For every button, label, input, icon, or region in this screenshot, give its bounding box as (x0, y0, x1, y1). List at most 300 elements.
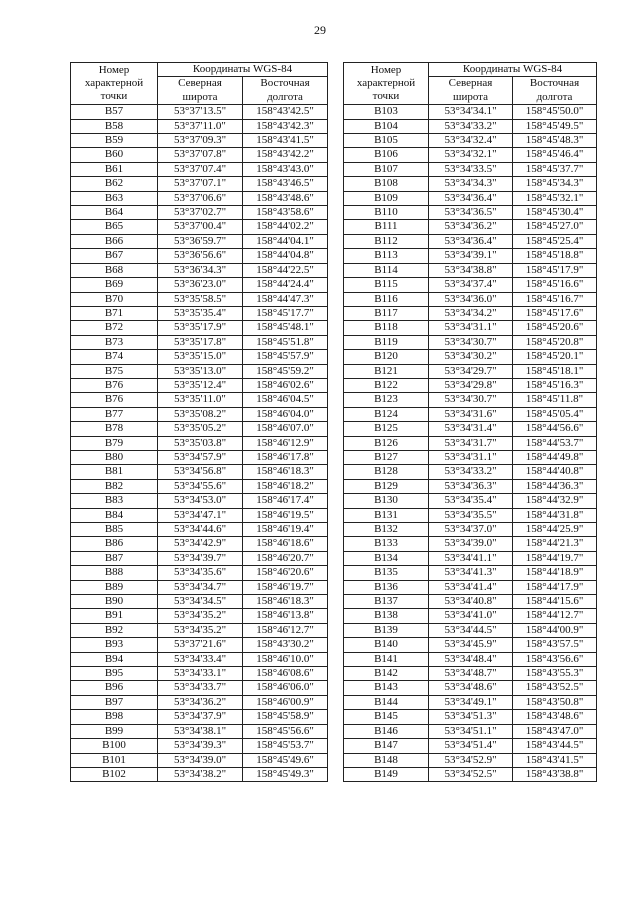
point-number-cell: B81 (71, 465, 158, 479)
table-row (344, 566, 597, 580)
point-number-cell: B82 (71, 479, 158, 493)
latitude-cell: 53°37'07.4" (158, 162, 243, 176)
latitude-cell: 53°34'34.1" (429, 105, 513, 119)
table-row (71, 393, 328, 407)
longitude-cell: 158°43'46.5" (243, 177, 328, 191)
table-row (344, 623, 597, 637)
longitude-cell: 158°44'24.4" (243, 278, 328, 292)
latitude-cell: 53°34'33.2" (429, 465, 513, 479)
latitude-cell: 53°37'07.1" (158, 177, 243, 191)
latitude-cell: 53°34'35.6" (158, 566, 243, 580)
table-row (71, 551, 328, 565)
longitude-cell: 158°46'04.5" (243, 393, 328, 407)
point-number-cell: B133 (344, 537, 429, 551)
header-lat-line-2: широта (182, 90, 218, 103)
point-number-cell: B134 (344, 551, 429, 565)
table-row (344, 234, 597, 248)
latitude-cell: 53°34'33.5" (429, 162, 513, 176)
latitude-cell: 53°34'44.5" (429, 623, 513, 637)
longitude-cell: 158°45'51.8" (243, 335, 328, 349)
table-row (344, 652, 597, 666)
header-coordinates: Координаты WGS-84 (429, 63, 597, 77)
latitude-cell: 53°34'56.8" (158, 465, 243, 479)
table-row (71, 407, 328, 421)
longitude-cell: 158°46'12.9" (243, 436, 328, 450)
point-number-cell: B113 (344, 249, 429, 263)
table-row (71, 177, 328, 191)
latitude-cell: 53°37'00.4" (158, 220, 243, 234)
point-number-cell: B148 (344, 753, 429, 767)
longitude-cell: 158°44'21.3" (513, 537, 597, 551)
table-row (344, 537, 597, 551)
table-row (344, 407, 597, 421)
latitude-cell: 53°36'23.0" (158, 278, 243, 292)
point-number-cell: B146 (344, 724, 429, 738)
point-number-cell: B101 (71, 753, 158, 767)
longitude-cell: 158°45'46.4" (513, 148, 597, 162)
table-row (344, 695, 597, 709)
longitude-cell: 158°44'04.1" (243, 234, 328, 248)
point-number-cell: B136 (344, 580, 429, 594)
longitude-cell: 158°44'32.9" (513, 494, 597, 508)
latitude-cell: 53°35'11.0" (158, 393, 243, 407)
point-number-cell: B147 (344, 739, 429, 753)
point-number-cell: B91 (71, 609, 158, 623)
header-point-line-2: характерной (84, 76, 144, 89)
longitude-cell: 158°46'17.4" (243, 494, 328, 508)
header-point-number (71, 63, 158, 105)
latitude-cell: 53°34'33.7" (158, 681, 243, 695)
latitude-cell: 53°34'36.3" (429, 479, 513, 493)
latitude-cell: 53°37'02.7" (158, 206, 243, 220)
latitude-cell: 53°34'51.4" (429, 739, 513, 753)
longitude-cell: 158°43'43.0" (243, 162, 328, 176)
latitude-cell: 53°34'41.0" (429, 609, 513, 623)
latitude-cell: 53°35'17.9" (158, 321, 243, 335)
longitude-cell: 158°43'44.5" (513, 739, 597, 753)
longitude-cell: 158°46'18.3" (243, 465, 328, 479)
longitude-cell: 158°45'56.6" (243, 724, 328, 738)
point-number-cell: B141 (344, 652, 429, 666)
table-row (344, 378, 597, 392)
table-row (71, 278, 328, 292)
point-number-cell: B70 (71, 292, 158, 306)
table-row (344, 724, 597, 738)
longitude-cell: 158°44'31.8" (513, 508, 597, 522)
table-row (71, 508, 328, 522)
table-row (344, 551, 597, 565)
table-row (344, 667, 597, 681)
table-row (344, 278, 597, 292)
header-lon-line-1: Восточная (260, 77, 310, 90)
longitude-cell: 158°44'49.8" (513, 450, 597, 464)
longitude-cell: 158°45'34.3" (513, 177, 597, 191)
coordinates-table-left (70, 62, 328, 782)
longitude-cell: 158°46'10.0" (243, 652, 328, 666)
longitude-cell: 158°45'25.4" (513, 234, 597, 248)
latitude-cell: 53°36'34.3" (158, 263, 243, 277)
table-row (344, 263, 597, 277)
latitude-cell: 53°34'36.4" (429, 234, 513, 248)
latitude-cell: 53°34'41.1" (429, 551, 513, 565)
longitude-cell: 158°44'22.5" (243, 263, 328, 277)
point-number-cell: B104 (344, 119, 429, 133)
latitude-cell: 53°34'33.4" (158, 652, 243, 666)
point-number-cell: B120 (344, 350, 429, 364)
table-row (344, 681, 597, 695)
longitude-cell: 158°43'57.5" (513, 638, 597, 652)
point-number-cell: B110 (344, 206, 429, 220)
latitude-cell: 53°34'32.1" (429, 148, 513, 162)
latitude-cell: 53°35'13.0" (158, 364, 243, 378)
longitude-cell: 158°46'18.2" (243, 479, 328, 493)
point-number-cell: B105 (344, 134, 429, 148)
longitude-cell: 158°45'05.4" (513, 407, 597, 421)
longitude-cell: 158°46'18.6" (243, 537, 328, 551)
table-row (344, 134, 597, 148)
latitude-cell: 53°34'31.7" (429, 436, 513, 450)
longitude-cell: 158°45'49.6" (243, 753, 328, 767)
latitude-cell: 53°34'30.7" (429, 393, 513, 407)
longitude-cell: 158°43'47.0" (513, 724, 597, 738)
table-row (71, 494, 328, 508)
longitude-cell: 158°45'17.6" (513, 306, 597, 320)
table-row (71, 148, 328, 162)
table-row (344, 321, 597, 335)
longitude-cell: 158°46'19.4" (243, 523, 328, 537)
table-row (344, 191, 597, 205)
point-number-cell: B86 (71, 537, 158, 551)
latitude-cell: 53°34'37.9" (158, 710, 243, 724)
point-number-cell: B128 (344, 465, 429, 479)
point-number-cell: B69 (71, 278, 158, 292)
latitude-cell: 53°34'48.6" (429, 681, 513, 695)
table-row (71, 105, 328, 119)
point-number-cell: B79 (71, 436, 158, 450)
longitude-cell: 158°44'12.7" (513, 609, 597, 623)
longitude-cell: 158°46'06.0" (243, 681, 328, 695)
latitude-cell: 53°34'30.7" (429, 335, 513, 349)
point-number-cell: B122 (344, 378, 429, 392)
longitude-cell: 158°44'25.9" (513, 523, 597, 537)
table-row (344, 450, 597, 464)
point-number-cell: B84 (71, 508, 158, 522)
table-row (71, 667, 328, 681)
point-number-cell: B114 (344, 263, 429, 277)
latitude-cell: 53°34'32.4" (429, 134, 513, 148)
point-number-cell: B103 (344, 105, 429, 119)
table-row (71, 739, 328, 753)
latitude-cell: 53°37'11.0" (158, 119, 243, 133)
latitude-cell: 53°36'56.6" (158, 249, 243, 263)
table-row (71, 465, 328, 479)
point-number-cell: B85 (71, 523, 158, 537)
point-number-cell: B127 (344, 450, 429, 464)
point-number-cell: B87 (71, 551, 158, 565)
point-number-cell: B118 (344, 321, 429, 335)
table-row (344, 494, 597, 508)
table-row (344, 739, 597, 753)
table-row (71, 681, 328, 695)
header-lat-line-2: широта (452, 90, 489, 103)
longitude-cell: 158°45'49.3" (243, 767, 328, 781)
header-point-line-1: Номер (370, 63, 402, 76)
table-row (71, 134, 328, 148)
point-number-cell: B132 (344, 523, 429, 537)
longitude-cell: 158°46'12.7" (243, 623, 328, 637)
latitude-cell: 53°35'08.2" (158, 407, 243, 421)
point-number-cell: B72 (71, 321, 158, 335)
latitude-cell: 53°34'49.1" (429, 695, 513, 709)
point-number-cell: B138 (344, 609, 429, 623)
longitude-cell: 158°45'37.7" (513, 162, 597, 176)
point-number-cell: B117 (344, 306, 429, 320)
table-body-right (344, 105, 597, 782)
table-row (344, 350, 597, 364)
longitude-cell: 158°45'53.7" (243, 739, 328, 753)
table-row (344, 306, 597, 320)
latitude-cell: 53°35'15.0" (158, 350, 243, 364)
table-row (71, 580, 328, 594)
latitude-cell: 53°37'13.5" (158, 105, 243, 119)
longitude-cell: 158°44'15.6" (513, 595, 597, 609)
latitude-cell: 53°34'34.7" (158, 580, 243, 594)
point-number-cell: B58 (71, 119, 158, 133)
table-row (71, 191, 328, 205)
point-number-cell: B65 (71, 220, 158, 234)
latitude-cell: 53°36'59.7" (158, 234, 243, 248)
longitude-cell: 158°46'19.5" (243, 508, 328, 522)
latitude-cell: 53°34'44.6" (158, 523, 243, 537)
longitude-cell: 158°46'18.3" (243, 595, 328, 609)
table-row (71, 450, 328, 464)
latitude-cell: 53°34'35.4" (429, 494, 513, 508)
longitude-cell: 158°44'47.3" (243, 292, 328, 306)
latitude-cell: 53°34'41.4" (429, 580, 513, 594)
point-number-cell: B83 (71, 494, 158, 508)
table-row (344, 479, 597, 493)
latitude-cell: 53°34'53.0" (158, 494, 243, 508)
latitude-cell: 53°35'05.2" (158, 422, 243, 436)
table-row (71, 350, 328, 364)
table-row (71, 595, 328, 609)
longitude-cell: 158°46'04.0" (243, 407, 328, 421)
point-number-cell: B124 (344, 407, 429, 421)
point-number-cell: B119 (344, 335, 429, 349)
latitude-cell: 53°34'38.1" (158, 724, 243, 738)
latitude-cell: 53°34'36.2" (429, 220, 513, 234)
point-number-cell: B123 (344, 393, 429, 407)
point-number-cell: B60 (71, 148, 158, 162)
table-row (344, 148, 597, 162)
table-body-left (71, 105, 328, 782)
table-row (71, 695, 328, 709)
point-number-cell: B100 (71, 739, 158, 753)
longitude-cell: 158°43'52.5" (513, 681, 597, 695)
latitude-cell: 53°34'52.5" (429, 767, 513, 781)
longitude-cell: 158°46'02.6" (243, 378, 328, 392)
longitude-cell: 158°43'42.3" (243, 119, 328, 133)
table-row (71, 119, 328, 133)
latitude-cell: 53°37'06.6" (158, 191, 243, 205)
table-row (71, 652, 328, 666)
point-number-cell: B142 (344, 667, 429, 681)
table-row (344, 638, 597, 652)
longitude-cell: 158°45'20.8" (513, 335, 597, 349)
point-number-cell: B126 (344, 436, 429, 450)
longitude-cell: 158°45'17.9" (513, 263, 597, 277)
table-row (344, 335, 597, 349)
table-row (71, 523, 328, 537)
latitude-cell: 53°34'30.2" (429, 350, 513, 364)
longitude-cell: 158°44'00.9" (513, 623, 597, 637)
point-number-cell: B74 (71, 350, 158, 364)
table-row (71, 710, 328, 724)
table-row (344, 465, 597, 479)
latitude-cell: 53°34'55.6" (158, 479, 243, 493)
longitude-cell: 158°43'42.5" (243, 105, 328, 119)
longitude-cell: 158°44'36.3" (513, 479, 597, 493)
latitude-cell: 53°35'12.4" (158, 378, 243, 392)
longitude-cell: 158°46'19.7" (243, 580, 328, 594)
point-number-cell: B143 (344, 681, 429, 695)
latitude-cell: 53°34'38.2" (158, 767, 243, 781)
longitude-cell: 158°45'20.6" (513, 321, 597, 335)
longitude-cell: 158°45'18.1" (513, 364, 597, 378)
longitude-cell: 158°44'19.7" (513, 551, 597, 565)
latitude-cell: 53°34'39.1" (429, 249, 513, 263)
point-number-cell: B98 (71, 710, 158, 724)
point-number-cell: B121 (344, 364, 429, 378)
header-latitude (158, 77, 243, 105)
longitude-cell: 158°46'13.8" (243, 609, 328, 623)
point-number-cell: B95 (71, 667, 158, 681)
latitude-cell: 53°34'51.3" (429, 710, 513, 724)
latitude-cell: 53°34'42.9" (158, 537, 243, 551)
longitude-cell: 158°43'50.8" (513, 695, 597, 709)
latitude-cell: 53°34'31.6" (429, 407, 513, 421)
latitude-cell: 53°34'45.9" (429, 638, 513, 652)
header-lat-line-1: Северная (448, 77, 493, 90)
point-number-cell: B94 (71, 652, 158, 666)
point-number-cell: B145 (344, 710, 429, 724)
longitude-cell: 158°45'17.7" (243, 306, 328, 320)
latitude-cell: 53°34'37.0" (429, 523, 513, 537)
table-row (344, 753, 597, 767)
longitude-cell: 158°45'50.0" (513, 105, 597, 119)
longitude-cell: 158°45'48.1" (243, 321, 328, 335)
longitude-cell: 158°46'20.7" (243, 551, 328, 565)
table-row (71, 623, 328, 637)
latitude-cell: 53°35'58.5" (158, 292, 243, 306)
table-row (344, 422, 597, 436)
longitude-cell: 158°45'59.2" (243, 364, 328, 378)
point-number-cell: B99 (71, 724, 158, 738)
header-latitude (429, 77, 513, 105)
table-row (71, 292, 328, 306)
longitude-cell: 158°45'49.5" (513, 119, 597, 133)
header-longitude (243, 77, 328, 105)
longitude-cell: 158°46'20.6" (243, 566, 328, 580)
longitude-cell: 158°43'56.6" (513, 652, 597, 666)
table-row (344, 105, 597, 119)
latitude-cell: 53°34'36.2" (158, 695, 243, 709)
header-lat-line-1: Северная (178, 77, 222, 90)
longitude-cell: 158°44'02.2" (243, 220, 328, 234)
latitude-cell: 53°34'48.7" (429, 667, 513, 681)
point-number-cell: B106 (344, 148, 429, 162)
table-row (71, 609, 328, 623)
longitude-cell: 158°45'57.9" (243, 350, 328, 364)
header-lon-line-1: Восточная (529, 77, 580, 90)
point-number-cell: B139 (344, 623, 429, 637)
latitude-cell: 53°34'36.5" (429, 206, 513, 220)
table-row (71, 162, 328, 176)
latitude-cell: 53°35'03.8" (158, 436, 243, 450)
point-number-cell: B76 (71, 378, 158, 392)
table-row (71, 767, 328, 781)
point-number-cell: B90 (71, 595, 158, 609)
latitude-cell: 53°34'37.4" (429, 278, 513, 292)
point-number-cell: B76 (71, 393, 158, 407)
longitude-cell: 158°43'41.5" (513, 753, 597, 767)
table-row (71, 220, 328, 234)
table-row (344, 249, 597, 263)
latitude-cell: 53°37'21.6" (158, 638, 243, 652)
longitude-cell: 158°44'18.9" (513, 566, 597, 580)
point-number-cell: B89 (71, 580, 158, 594)
header-point-line-3: точки (100, 90, 128, 103)
latitude-cell: 53°34'39.7" (158, 551, 243, 565)
latitude-cell: 53°34'34.2" (429, 306, 513, 320)
table-row (71, 436, 328, 450)
point-number-cell: B131 (344, 508, 429, 522)
longitude-cell: 158°45'20.1" (513, 350, 597, 364)
point-number-cell: B78 (71, 422, 158, 436)
longitude-cell: 158°45'11.8" (513, 393, 597, 407)
latitude-cell: 53°34'31.1" (429, 321, 513, 335)
table-row (71, 378, 328, 392)
point-number-cell: B93 (71, 638, 158, 652)
table-row (71, 321, 328, 335)
longitude-cell: 158°46'08.6" (243, 667, 328, 681)
header-point-line-3: точки (372, 90, 400, 103)
header-point-line-1: Номер (98, 63, 130, 76)
table-row (71, 537, 328, 551)
latitude-cell: 53°37'09.3" (158, 134, 243, 148)
table-row (71, 479, 328, 493)
longitude-cell: 158°45'16.3" (513, 378, 597, 392)
point-number-cell: B77 (71, 407, 158, 421)
table-row (71, 422, 328, 436)
longitude-cell: 158°45'30.4" (513, 206, 597, 220)
point-number-cell: B75 (71, 364, 158, 378)
table-row (344, 710, 597, 724)
point-number-cell: B62 (71, 177, 158, 191)
point-number-cell: B129 (344, 479, 429, 493)
longitude-cell: 158°45'27.0" (513, 220, 597, 234)
longitude-cell: 158°45'16.7" (513, 292, 597, 306)
longitude-cell: 158°45'58.9" (243, 710, 328, 724)
longitude-cell: 158°43'55.3" (513, 667, 597, 681)
latitude-cell: 53°34'31.1" (429, 450, 513, 464)
point-number-cell: B108 (344, 177, 429, 191)
coordinates-table-right (343, 62, 597, 782)
longitude-cell: 158°46'17.8" (243, 450, 328, 464)
point-number-cell: B80 (71, 450, 158, 464)
latitude-cell: 53°34'33.2" (429, 119, 513, 133)
latitude-cell: 53°35'17.8" (158, 335, 243, 349)
